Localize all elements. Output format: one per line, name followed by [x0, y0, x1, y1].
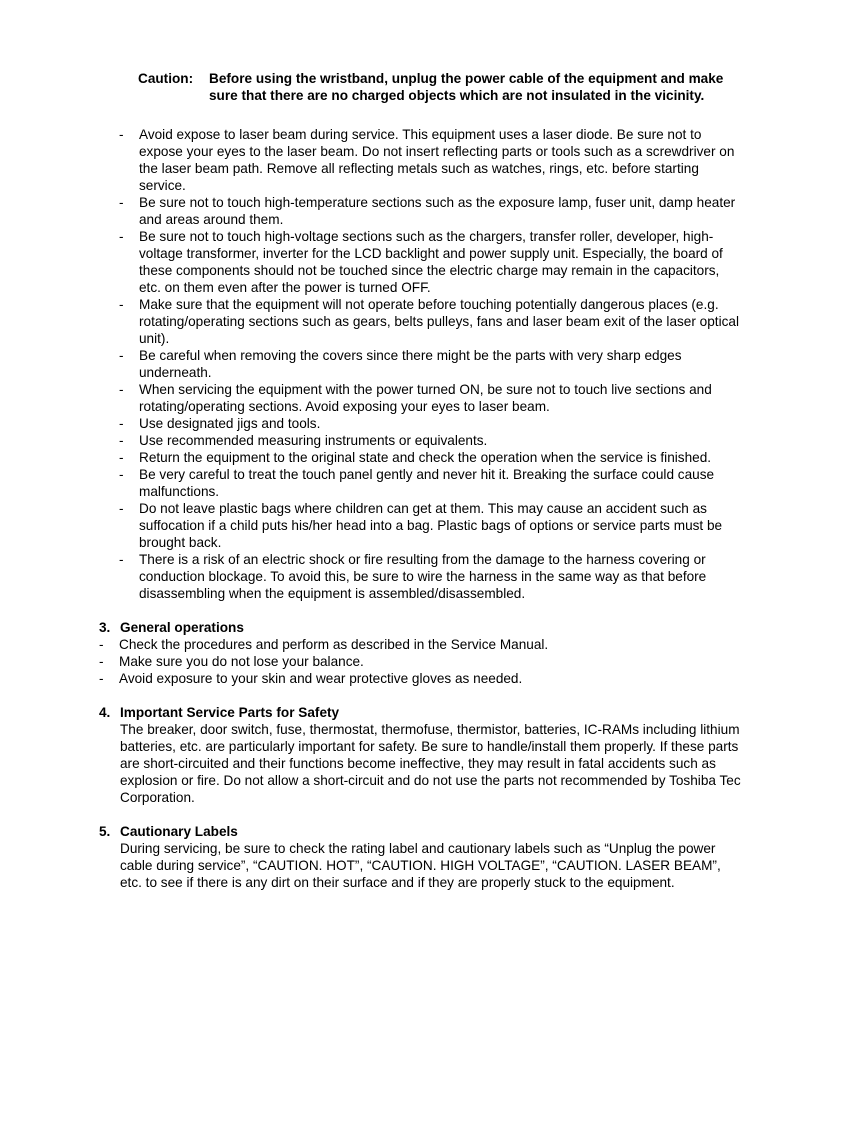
- section-important-service-parts: [99, 704, 744, 806]
- list-item: - Return the equipment to the original state and check the operation when the service is finished.: [119, 449, 744, 466]
- section-body: The breaker, door switch, fuse, thermostat, thermofuse, thermistor, batteries, IC-RAMs including lithium batteries, etc. are particularly important for safety. Be sure to handle/install them properly. If these parts are short-circuited and their functions become ineffective, they may result in fatal accidents such as explosion or fire. Do not allow a short-circuit and do not use the parts not recommended by Toshiba Tec Corporation.: [120, 722, 741, 805]
- section-body: During servicing, be sure to check the rating label and cautionary labels such as “Unplug the power cable during service”, “CAUTION. HOT”, “CAUTION. HIGH VOLTAGE”, “CAUTION. LASER BEAM”, etc. to see if there is any dirt on their surface and if they are properly stuck to the equipment.: [120, 841, 721, 890]
- section-title: Important Service Parts for Safety: [120, 705, 340, 720]
- list-item: - When servicing the equipment with the power turned ON, be sure not to touch live sections and rotating/operating sections. Avoid exposing your eyes to laser beam.: [119, 381, 744, 415]
- list-item: - Be sure not to touch high-voltage sections such as the chargers, transfer roller, developer, high-voltage transformer, inverter for the LCD backlight and power supply unit. Especially, the board of these components should not be touched since the electric charge may remain in the capacitors, etc. on them even after the power is turned OFF.: [119, 228, 744, 296]
- caution-text: Before using the wristband, unplug the power cable of the equipment and make sure that there are no charged objects which are not insulated in the vicinity.: [209, 71, 724, 103]
- list-item: - Be careful when removing the covers since there might be the parts with very sharp edges underneath.: [119, 347, 744, 381]
- section-title: Cautionary Labels: [120, 824, 238, 839]
- section-number: 4.: [99, 705, 111, 720]
- caution-label: Caution:: [138, 71, 194, 86]
- section-heading: [99, 619, 744, 636]
- section-title: General operations: [120, 620, 244, 635]
- list-item: - Avoid exposure to your skin and wear protective gloves as needed.: [99, 670, 744, 687]
- list-item: - There is a risk of an electric shock or fire resulting from the damage to the harness covering or conduction blockage. To avoid this, be sure to wire the harness in the same way as that before disassembling when the equipment is assembled/disassembled.: [119, 551, 744, 602]
- list-item: - Use designated jigs and tools.: [119, 415, 744, 432]
- section-number: 5.: [99, 824, 111, 839]
- section-bullet-list: [99, 636, 744, 687]
- section-heading: [99, 704, 744, 721]
- safety-bullet-list: [119, 126, 744, 602]
- caution-note: [138, 70, 738, 104]
- list-item: - Be very careful to treat the touch panel gently and never hit it. Breaking the surface could cause malfunctions.: [119, 466, 744, 500]
- section-number: 3.: [99, 620, 111, 635]
- list-item: - Avoid expose to laser beam during service. This equipment uses a laser diode. Be sure not to expose your eyes to the laser beam. Do not insert reflecting parts or tools such as a screwdriver on the laser beam path. Remove all reflecting metals such as watches, rings, etc. before starting service.: [119, 126, 744, 194]
- list-item: - Make sure you do not lose your balance.: [99, 653, 744, 670]
- section-general-operations: [99, 619, 744, 687]
- section-heading: [99, 823, 744, 840]
- section-cautionary-labels: [99, 823, 744, 891]
- list-item: - Check the procedures and perform as described in the Service Manual.: [99, 636, 744, 653]
- list-item: - Be sure not to touch high-temperature sections such as the exposure lamp, fuser unit, damp heater and areas around them.: [119, 194, 744, 228]
- list-item: - Make sure that the equipment will not operate before touching potentially dangerous places (e.g. rotating/operating sections such as gears, belts pulleys, fans and laser beam exit of the laser optical unit).: [119, 296, 744, 347]
- list-item: - Do not leave plastic bags where children can get at them. This may cause an accident such as suffocation if a child puts his/her head into a bag. Plastic bags of options or service parts must be brought back.: [119, 500, 744, 551]
- list-item: - Use recommended measuring instruments or equivalents.: [119, 432, 744, 449]
